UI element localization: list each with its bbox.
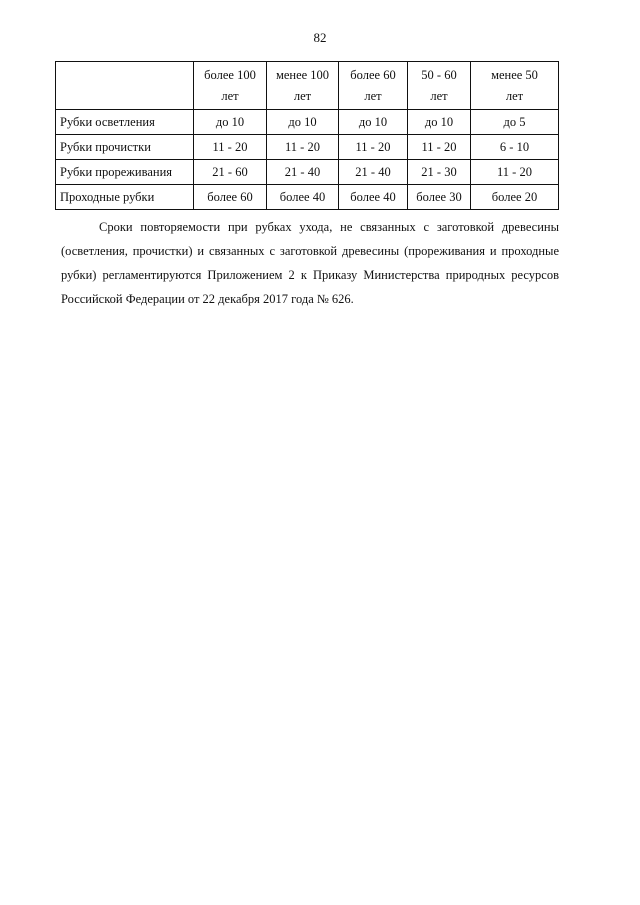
header-line: лет — [430, 88, 448, 103]
table-cell: до 10 — [194, 110, 267, 135]
header-line: лет — [364, 88, 382, 103]
table-cell: более 20 — [471, 185, 559, 210]
table-header-cell — [471, 62, 559, 110]
table-row — [56, 160, 559, 185]
table-cell: 11 - 20 — [471, 160, 559, 185]
table-cell: 11 - 20 — [194, 135, 267, 160]
table-row — [56, 185, 559, 210]
table-row — [56, 135, 559, 160]
table-cell: 11 - 20 — [408, 135, 471, 160]
table-cell: более 30 — [408, 185, 471, 210]
row-label: Рубки осветления — [56, 110, 194, 135]
table-cell: более 60 — [194, 185, 267, 210]
table-header-cell — [339, 62, 408, 110]
row-label: Рубки прочистки — [56, 135, 194, 160]
table-cell: 11 - 20 — [339, 135, 408, 160]
table-header-cell — [56, 62, 194, 110]
table-cell: 6 - 10 — [471, 135, 559, 160]
table-cell: 21 - 40 — [339, 160, 408, 185]
header-line: 50 - 60 — [421, 67, 457, 82]
table-cell: до 10 — [408, 110, 471, 135]
paragraph-text: Сроки повторяемости при рубках ухода, не связанных с заготовкой древесины (осветления, прочистки) и связанных с заготовкой древесины (прореживания и проходные рубки) регламентируются Приложением 2 к Приказу Министерства природных ресурсов Российской Федерации от 22 декабря 2017 года № 626. — [61, 220, 559, 306]
header-line: менее 50 — [491, 67, 538, 82]
table-cell: до 10 — [267, 110, 339, 135]
table-cell: до 10 — [339, 110, 408, 135]
table-header-cell — [408, 62, 471, 110]
table-cell: 21 - 60 — [194, 160, 267, 185]
page-number: 82 — [313, 30, 327, 45]
table-cell: 21 - 40 — [267, 160, 339, 185]
header-line: более 100 — [204, 67, 256, 82]
table-header-cell — [267, 62, 339, 110]
table-header-cell — [194, 62, 267, 110]
table-row — [56, 110, 559, 135]
table-header-row — [56, 62, 559, 110]
row-label: Проходные рубки — [56, 185, 194, 210]
table-cell: 21 - 30 — [408, 160, 471, 185]
header-line: лет — [505, 88, 524, 103]
header-line: лет — [221, 88, 239, 103]
header-line: лет — [293, 88, 312, 103]
table-cell: до 5 — [471, 110, 559, 135]
cutting-interval-table — [55, 61, 559, 210]
header-line: менее 100 — [275, 67, 330, 82]
table-cell: более 40 — [339, 185, 408, 210]
row-label: Рубки прореживания — [56, 160, 194, 185]
body-paragraph — [61, 215, 559, 311]
header-line: более 60 — [350, 67, 396, 82]
table-cell: 11 - 20 — [267, 135, 339, 160]
table-cell: более 40 — [267, 185, 339, 210]
